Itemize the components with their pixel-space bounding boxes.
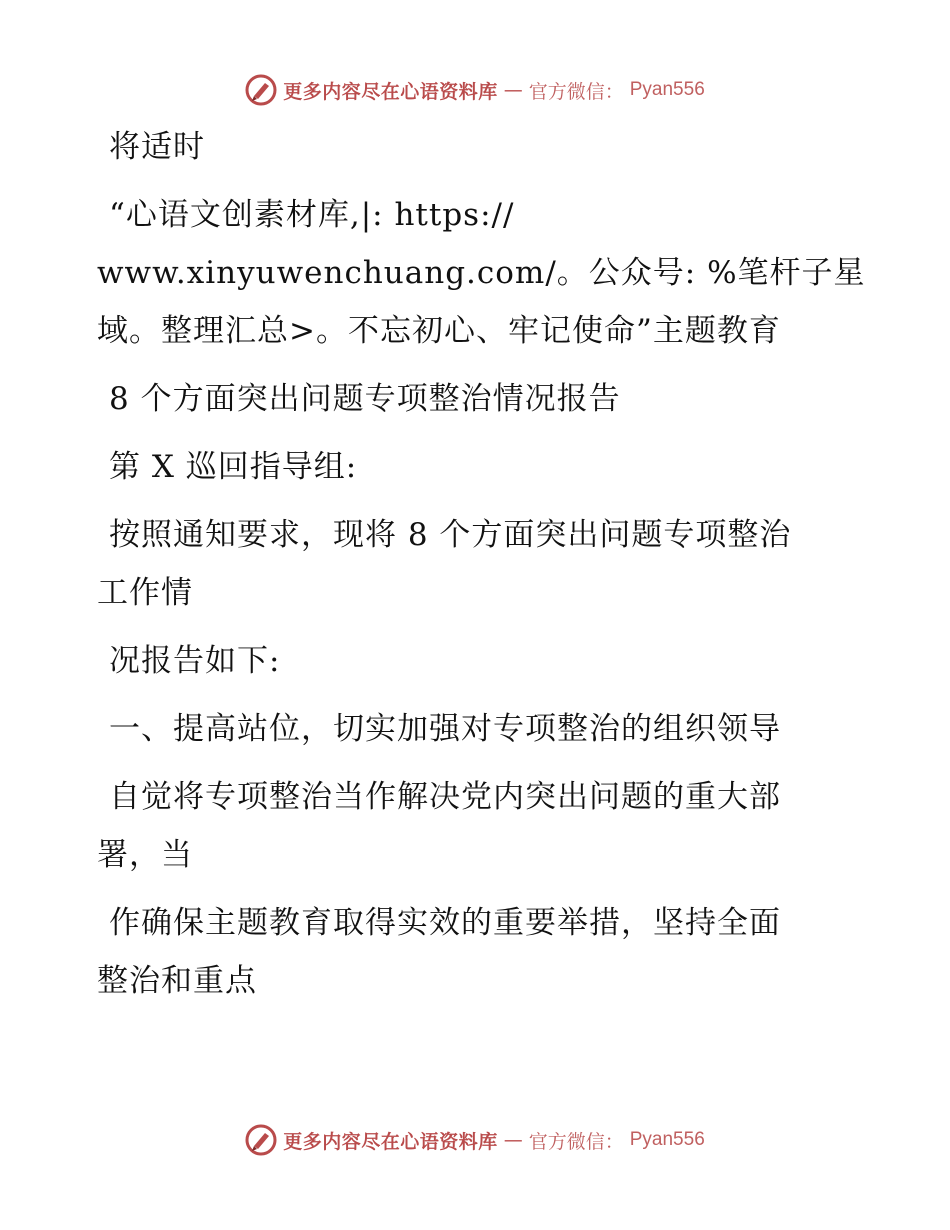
document-body [97, 118, 866, 1010]
doc-line: 工作情 [97, 575, 193, 611]
doc-line: 署，当 [97, 837, 193, 873]
doc-line: “心语文创素材库,|: https:// [109, 197, 515, 233]
doc-line: www.xinyuwenchuang.com/。公众号: %笔杆子星 [97, 255, 866, 291]
doc-line: 整治和重点 [97, 963, 257, 999]
doc-line: 作确保主题教育取得实效的重要举措，坚持全面 [109, 905, 781, 941]
doc-line: 第 X 巡回指导组: [109, 449, 358, 485]
pen-logo-icon [245, 74, 277, 106]
watermark-wechat-id: Pyan556 [629, 1129, 705, 1150]
watermark-wechat-label: 官方微信： [528, 1130, 624, 1153]
header-watermark [0, 70, 950, 110]
doc-line: 一、提高站位，切实加强对专项整治的组织领导 [109, 711, 781, 747]
watermark-separator: — [503, 1129, 523, 1151]
doc-line: 按照通知要求，现将 8 个方面突出问题专项整治 [109, 517, 792, 553]
watermark-wechat-label: 官方微信： [528, 80, 624, 103]
watermark-text: 更多内容尽在心语资料库 [283, 80, 498, 103]
doc-line: 自觉将专项整治当作解决党内突出问题的重大部 [109, 779, 781, 815]
doc-line: 8 个方面突出问题专项整治情况报告 [109, 381, 621, 417]
watermark-wechat-id: Pyan556 [629, 79, 705, 100]
pen-logo-icon [245, 1124, 277, 1156]
watermark-text: 更多内容尽在心语资料库 [283, 1130, 498, 1153]
footer-watermark [0, 1120, 950, 1160]
doc-line: 况报告如下: [109, 643, 281, 679]
doc-line: 域。整理汇总>。不忘初心、牢记使命”主题教育 [97, 313, 781, 349]
watermark-separator: — [503, 79, 523, 101]
doc-line: 将适时 [109, 129, 205, 165]
